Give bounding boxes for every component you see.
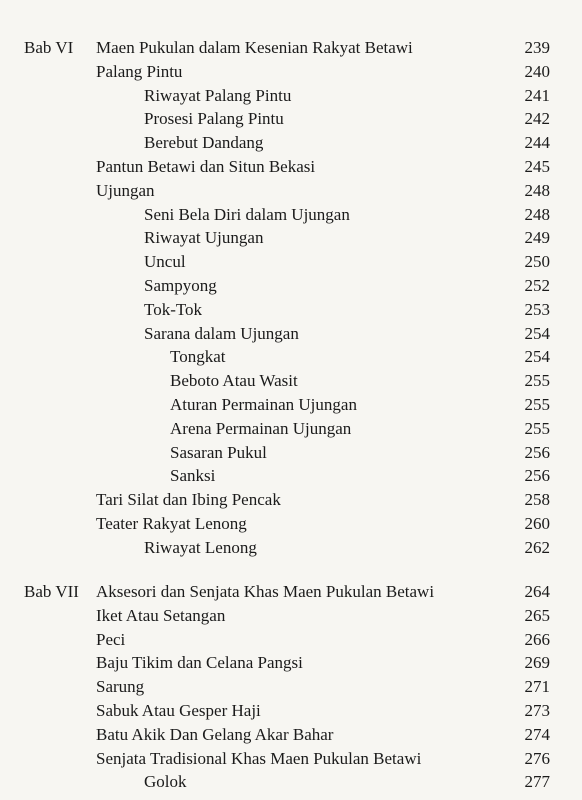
toc-entry [0,345,582,369]
toc-entry-page-number: 256 [524,466,550,486]
toc-entry-title: Riwayat Ujungan [144,228,264,248]
toc-entry [0,770,582,794]
toc-entry-title: Peci [96,629,126,649]
toc-entry-page-number: 254 [524,323,550,343]
toc-entry-title: Arena Permainan Ujungan [170,418,352,438]
toc-entry-page-number: 260 [524,514,550,533]
toc-entry [0,464,582,488]
toc-entry [0,512,582,536]
toc-entry-title: Palang Pintu [96,61,183,81]
toc-entry-page-number: 273 [524,701,550,720]
toc-entry-page-number: 274 [524,724,550,744]
toc-entry-page-number: 255 [524,371,550,391]
toc-entry [0,203,582,227]
toc-entry-title: Batu Akik Dan Gelang Akar Bahar [96,724,334,744]
toc-entry-page-number: 248 [524,180,550,200]
toc-entry-page-number: 265 [524,605,550,625]
toc-entry [0,441,582,465]
toc-entry [0,536,582,560]
toc-entry [0,155,582,179]
toc-entry [0,298,582,322]
toc-entry-page-number: 266 [524,629,550,649]
toc-entry [0,131,582,155]
toc-entry [0,723,582,747]
toc-entry-page-number: 255 [524,418,550,438]
toc-entry-page-number: 240 [524,61,550,81]
toc-entry-title: Sampyong [144,276,217,295]
toc-entry [0,60,582,84]
toc-entry-title: Baju Tikim dan Celana Pangsi [96,653,303,673]
toc-entry-title: Sarung [96,677,145,697]
toc-entry-title: Riwayat Palang Pintu [144,85,292,105]
toc-entry-page-number: 248 [524,204,550,224]
toc-entry-page-number: 264 [524,582,550,601]
toc-entry [0,84,582,108]
toc-entry [0,651,582,675]
toc-entry-title: Sanksi [170,466,216,486]
toc-entry-title: Maen Pukulan dalam Kesenian Rakyat Betawi [96,38,413,57]
toc-entry-title: Seni Bela Diri dalam Ujungan [144,204,350,224]
toc-entry [0,322,582,346]
toc-entry [0,488,582,512]
toc-entry-page-number: 242 [524,109,550,129]
toc-entry-page-number: 269 [524,653,550,673]
toc-entry [0,250,582,274]
toc-entry-page-number: 277 [524,772,550,792]
toc-entry [0,417,582,441]
toc-entry-page-number: 255 [524,395,550,414]
toc-entry-title: Senjata Tradisional Khas Maen Pukulan Betawi [96,748,422,768]
toc-entry-title: Teater Rakyat Lenong [96,514,247,533]
toc-entry [0,580,582,604]
toc-entry-page-number: 276 [524,748,550,768]
toc-entry-page-number: 245 [524,157,550,176]
toc-entry-page-number: 253 [524,299,550,319]
toc-entry-title: Golok [144,772,187,792]
toc-entry [0,369,582,393]
toc-entry-page-number: 249 [524,228,550,248]
toc-entry-title: Pantun Betawi dan Situn Bekasi [96,157,316,176]
toc-entry-title: Iket Atau Setangan [96,605,226,625]
toc-entry-page-number: 271 [524,677,550,697]
toc-entry-title: Sabuk Atau Gesper Haji [96,701,261,720]
toc-entry-title: Prosesi Palang Pintu [144,109,284,129]
toc-entry [0,179,582,203]
toc-entry-page-number: 241 [524,85,550,105]
chapter-label: Bab VI [24,38,74,57]
toc-entry-page-number: 256 [524,442,550,462]
toc-entry [0,604,582,628]
toc-entry-title: Sasaran Pukul [170,442,267,462]
toc-entry-title: Uncul [144,252,186,272]
toc-entry-title: Tok-Tok [144,299,203,319]
toc-entry-title: Aksesori dan Senjata Khas Maen Pukulan Betawi [96,582,435,601]
toc-entry-page-number: 254 [524,347,550,367]
toc-entry-page-number: 239 [524,38,550,57]
toc-entry-title: Sarana dalam Ujungan [144,323,299,343]
toc-entry-page-number: 258 [524,490,550,510]
toc-entry [0,747,582,771]
toc-entry [0,699,582,723]
toc-entry-title: Riwayat Lenong [144,537,257,557]
toc-entry-page-number: 244 [524,133,550,153]
toc-entry [0,274,582,298]
toc-entry [0,36,582,60]
toc-entry-title: Tongkat [170,347,226,367]
toc-entry-title: Tari Silat dan Ibing Pencak [96,490,281,510]
toc-entry [0,393,582,417]
toc-entry-title: Ujungan [96,180,155,200]
toc-entry [0,628,582,652]
toc-entry [0,675,582,699]
toc-entry-title: Berebut Dandang [144,133,264,153]
toc-entry [0,107,582,131]
toc-entry [0,226,582,250]
toc-entry-page-number: 250 [524,252,550,272]
toc-entry-title: Beboto Atau Wasit [170,371,298,391]
toc-entry-page-number: 252 [524,276,550,295]
toc-entry-title: Aturan Permainan Ujungan [170,395,357,414]
chapter-label: Bab VII [24,582,79,601]
toc-entry-page-number: 262 [524,537,550,557]
